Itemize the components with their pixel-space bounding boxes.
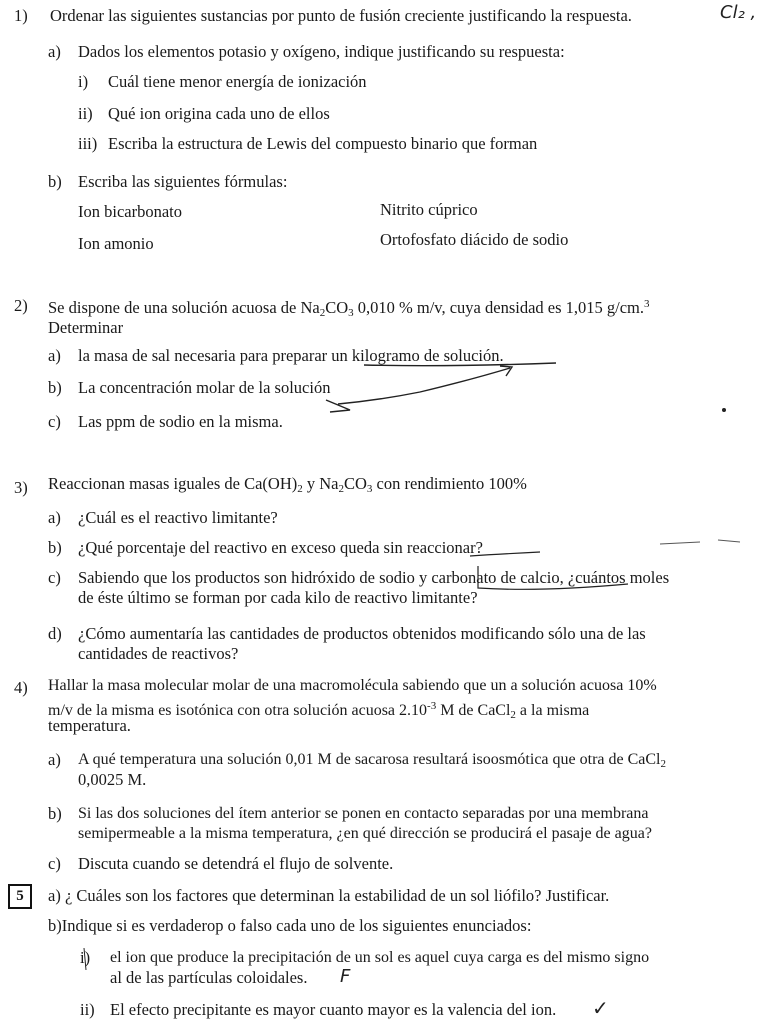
q2-text: Se dispone de una solución acuosa de $Na_2CO_3$ 0,010 % m/v, cuya densidad es 1,015 g/cm.$^3$ [48, 298, 650, 319]
q3c-text-line2: de éste último se forman por cada kilo de reactivo limitante? [78, 588, 478, 607]
q4b-label: b) [48, 804, 62, 823]
q3b-underline [470, 552, 540, 556]
q1b-text: Escriba las siguientes fórmulas: [78, 172, 288, 191]
q1ai-label: i) [78, 72, 89, 91]
q2-arrow-stroke [338, 368, 510, 404]
q3c-bracket [478, 566, 628, 589]
q2b-label: b) [48, 378, 62, 397]
q1-number: 1) [14, 6, 28, 25]
q4-number: 4) [14, 678, 28, 697]
margin-dot [722, 408, 726, 412]
q4b-text-line2: semipermeable a la misma temperatura, ¿en qué dirección se producirá el pasaje de agua? [78, 825, 652, 842]
q5a-text: a) ¿ Cuáles son los factores que determinan la estabilidad de un sol liófilo? Justificar. [48, 886, 610, 905]
q1-text: Ordenar las siguientes sustancias por punto de fusión creciente justificando la respuesta. [50, 6, 632, 25]
q3-margin-scribble [660, 540, 740, 544]
q5-number-box: 5 [8, 884, 32, 909]
q2-arrow-tail [326, 400, 350, 412]
q1aiii-label: iii) [78, 134, 98, 153]
q5b-text: b)Indique si es verdaderop o falso cada uno de los siguientes enunciados: [48, 916, 532, 935]
q3a-text: ¿Cuál es el reactivo limitante? [78, 508, 278, 527]
q3-number: 3) [14, 478, 28, 497]
q4a-text: A qué temperatura una solución 0,01 M de sacarosa resultará isoosmótica que otra de CaCl$_2$ [78, 751, 666, 770]
q3b-text: ¿Qué porcentaje del reactivo en exceso queda sin reaccionar? [78, 538, 483, 557]
q3c-text: Sabiendo que los productos son hidróxido de sodio y carbonato de calcio, ¿cuántos moles [78, 568, 670, 587]
q2c-text: Las ppm de sodio en la misma. [78, 412, 283, 431]
q2c-label: c) [48, 412, 61, 431]
q3d-text: ¿Cómo aumentaría las cantidades de productos obtenidos modificando sólo una de las [78, 624, 646, 643]
q1b-formula-4: Ortofosfato diácido de sodio [380, 230, 569, 249]
q1-handwritten-note: Cl₂ , [720, 2, 757, 23]
q1aii-label: ii) [78, 104, 93, 123]
q1b-formula-2: Nitrito cúprico [380, 200, 478, 219]
q1b-formula-3: Ion amonio [78, 234, 154, 253]
q2-text-line2: Determinar [48, 318, 124, 337]
q3c-label: c) [48, 568, 61, 587]
q4-text-line2: m/v de la misma es isotónica con otra solución acuosa $2.10^{-3}$ M de CaCl$_2$ a la misma [48, 700, 590, 721]
q1a-text: Dados los elementos potasio y oxígeno, indique justificando su respuesta: [78, 42, 565, 61]
q5bi-text-line2: al de las partículas coloidales. [110, 968, 308, 987]
q2a-text: la masa de sal necesaria para preparar un kilogramo de solución. [78, 346, 504, 365]
q1ai-text: Cuál tiene menor energía de ionización [108, 72, 367, 91]
q3a-label: a) [48, 508, 61, 527]
q5bi-handwritten-mark: F [340, 966, 351, 987]
q4a-label: a) [48, 750, 61, 769]
q4c-label: c) [48, 854, 61, 873]
q3d-text-line2: cantidades de reactivos? [78, 644, 239, 663]
q4c-text: Discuta cuando se detendrá el flujo de solvente. [78, 854, 394, 873]
q3b-label: b) [48, 538, 62, 557]
q1b-formula-1: Ion bicarbonato [78, 202, 183, 221]
q2-number: 2) [14, 296, 28, 315]
q2b-text: La concentración molar de la solución [78, 378, 331, 397]
q1aii-text: Qué ion origina cada uno de ellos [108, 104, 330, 123]
q1a-label: a) [48, 42, 61, 61]
q1b-label: b) [48, 172, 62, 191]
q5bii-label: ii) [80, 1000, 95, 1019]
q1aiii-text: Escriba la estructura de Lewis del compuesto binario que forman [108, 134, 538, 153]
q2a-label: a) [48, 346, 61, 365]
q5bi-label: i) [80, 948, 91, 967]
q5bii-handwritten-check: ✓ [592, 996, 609, 1020]
q5bi-mark-line [84, 948, 86, 970]
q4-text-line3: temperatura. [48, 716, 131, 735]
q3d-label: d) [48, 624, 62, 643]
q4b-text: Si las dos soluciones del ítem anterior se ponen en contacto separadas por una membrana [78, 805, 649, 822]
q4a-text-line2: 0,0025 M. [78, 770, 147, 789]
q2a-underline [364, 363, 556, 366]
q4-text: Hallar la masa molecular molar de una macromolécula sabiendo que un a solución acuosa 10% [48, 677, 657, 694]
q5bii-text: El efecto precipitante es mayor cuanto mayor es la valencia del ion. [110, 1000, 557, 1019]
q3-text: Reaccionan masas iguales de $Ca(OH)_2$ y $Na_2CO_3$ con rendimiento 100% [48, 474, 527, 495]
q5bi-text: el ion que produce la precipitación de un sol es aquel cuya carga es del mismo signo [110, 949, 650, 966]
